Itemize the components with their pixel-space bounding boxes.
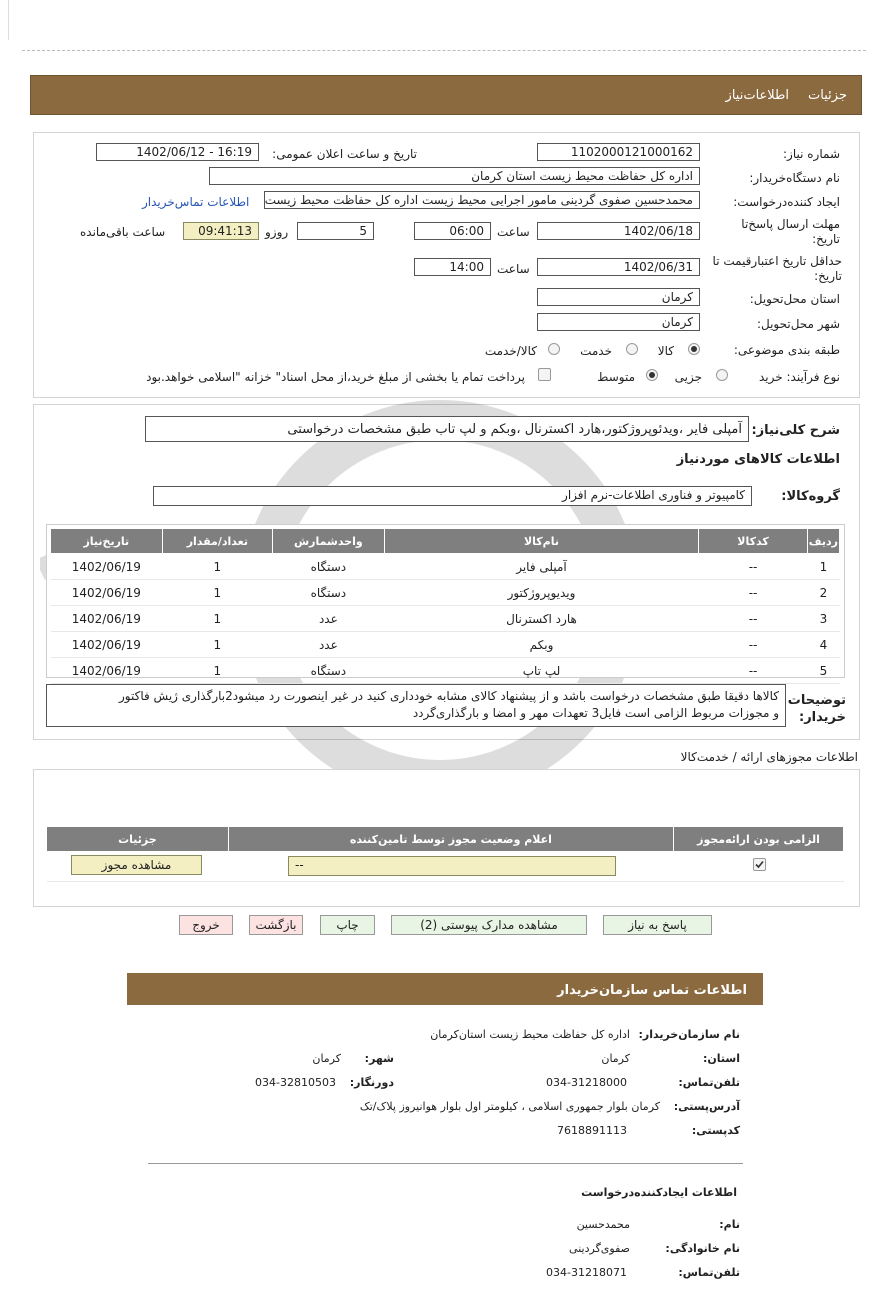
announce-label: تاریخ و ساعت اعلان عمومی: <box>272 147 417 161</box>
creator-family-value: صفوی‌گردینی <box>569 1242 630 1255</box>
price-date-field: 1402/06/31 <box>537 258 700 276</box>
need-number-field: 1102000121000162 <box>537 143 700 161</box>
cell-qty: 1 <box>162 632 272 658</box>
tab-details[interactable]: جزئیات <box>808 88 847 103</box>
cell-date: 1402/06/19 <box>51 632 163 658</box>
creator-name-label: نام: <box>719 1218 740 1231</box>
cell-name: لپ تاپ <box>384 658 699 684</box>
process-radio-minor[interactable] <box>716 369 728 381</box>
table-row <box>51 580 840 606</box>
page-header-bar <box>30 75 862 115</box>
view-permit-button[interactable]: مشاهده مجوز <box>71 855 202 875</box>
cell-name: ویدیوپروژکتور <box>384 580 699 606</box>
cell-unit: دستگاه <box>273 580 385 606</box>
creator-label: ایجاد کننده‌درخواست: <box>733 195 840 209</box>
process-radio-medium[interactable] <box>646 369 658 381</box>
cell-row: 3 <box>807 606 839 632</box>
need-number-label: شماره نیاز: <box>783 147 840 161</box>
category-radio-goods-service[interactable] <box>548 343 560 355</box>
back-button[interactable]: بازگشت <box>249 915 303 935</box>
cell-code: -- <box>699 606 807 632</box>
buyer-org-label: نام دستگاه‌خریدار: <box>749 171 840 185</box>
province-label: استان محل‌تحویل: <box>749 292 840 306</box>
cell-qty: 1 <box>162 606 272 632</box>
remaining-timer: 09:41:13 <box>183 222 259 240</box>
exit-button[interactable]: خروج <box>179 915 233 935</box>
cell-date: 1402/06/19 <box>51 580 163 606</box>
cell-unit: عدد <box>273 606 385 632</box>
cell-code: -- <box>699 658 807 684</box>
permit-status-field: -- <box>288 856 616 876</box>
creator-info-title: اطلاعات ایجاد‌کننده‌درخواست <box>581 1186 737 1199</box>
col-name: نام‌کالا <box>384 529 699 554</box>
permit-required-checkbox[interactable] <box>753 858 766 871</box>
table-row <box>51 658 840 684</box>
col-permit-required: الزامی بودن ارائه‌مجوز <box>674 827 844 852</box>
org-label: نام سازمان‌خریدار: <box>638 1028 740 1041</box>
category-radio-goods[interactable] <box>688 343 700 355</box>
province-contact-label: استان: <box>703 1052 740 1065</box>
process-option-minor: جزیی <box>674 370 702 384</box>
cell-date: 1402/06/19 <box>51 658 163 684</box>
goods-group-label: گروه‌کالا: <box>781 489 840 504</box>
process-label: نوع فرآیند: خرید <box>759 370 840 384</box>
category-label: طبقه بندی موضوعی: <box>733 343 840 357</box>
buyer-contact-link[interactable]: اطلاعات تماس‌خریدار <box>142 195 250 209</box>
buyer-notes-line-1: کالاها دقیقا طبق مشخصات درخواست باشد و از پیشنهاد کالای مشابه خودداری کنید در غیر اینصورت رد میشود2بارگذاری ژیش فاکتور <box>119 689 779 703</box>
cell-row: 2 <box>807 580 839 606</box>
cell-row: 1 <box>807 554 839 580</box>
category-option-service: خدمت <box>580 344 612 358</box>
table-row <box>51 554 840 580</box>
cell-name: هارد اکسترنال <box>384 606 699 632</box>
buyer-notes-box <box>46 684 786 727</box>
cell-name: آمپلی فایر <box>384 554 699 580</box>
cell-date: 1402/06/19 <box>51 606 163 632</box>
cell-qty: 1 <box>162 580 272 606</box>
cell-qty: 1 <box>162 554 272 580</box>
cell-row: 5 <box>807 658 839 684</box>
address-label: آدرس‌پستی: <box>673 1100 740 1113</box>
cell-name: وبکم <box>384 632 699 658</box>
cell-date: 1402/06/19 <box>51 554 163 580</box>
cell-unit: عدد <box>273 632 385 658</box>
buyer-org-field: اداره کل حفاظت محیط زیست استان کرمان <box>209 167 700 185</box>
col-permit-details: جزئیات <box>47 827 229 852</box>
reply-date-field: 1402/06/18 <box>537 222 700 240</box>
city-field: کرمان <box>537 313 700 331</box>
top-divider <box>22 50 866 51</box>
cell-row: 4 <box>807 632 839 658</box>
col-permit-status: اعلام وضعیت مجوز توسط تامین‌کننده <box>228 827 673 852</box>
days-field: 5 <box>297 222 374 240</box>
creator-field: محمدحسین صفوی گردینی مامور اجرایی محیط زیست اداره کل حفاظت محیط زیست <box>264 191 700 209</box>
col-code: کدکالا <box>699 529 807 554</box>
cell-code: -- <box>699 580 807 606</box>
checkmark-icon <box>754 859 765 870</box>
cell-code: -- <box>699 554 807 580</box>
goods-table <box>50 528 840 684</box>
city-label: شهر محل‌تحویل: <box>756 317 840 331</box>
reply-deadline-label: مهلت ارسال پاسخ‌تا تاریخ: <box>741 217 840 246</box>
cell-code: -- <box>699 632 807 658</box>
goods-group-field: کامپیوتر و فناوری اطلاعات-نرم افزار <box>153 486 752 506</box>
phone-value: 034-31218000 <box>546 1076 627 1089</box>
price-validity-label: حداقل تاریخ اعتبار‌قیمت تا تاریخ: <box>712 254 842 283</box>
fax-label: دورنگار: <box>349 1076 394 1089</box>
goods-info-title: اطلاعات کالاهای موردنیاز <box>676 452 840 467</box>
need-description-label: شرح کلی‌نیاز: <box>751 423 840 438</box>
fax-value: 034-32810503 <box>255 1076 336 1089</box>
category-option-goods: کالا <box>657 344 674 358</box>
creator-family-label: نام خانوادگی: <box>665 1242 740 1255</box>
days-label: روزو <box>265 225 289 239</box>
view-attachments-button[interactable]: مشاهده مدارک پیوستی (2) <box>391 915 587 935</box>
address-value: کرمان بلوار جمهوری اسلامی ، کیلومتر اول بلوار هوانیروز پلاک/تک <box>359 1100 660 1113</box>
org-value: اداره کل حفاظت محیط زیست استان‌کرمان <box>430 1028 630 1041</box>
category-radio-service[interactable] <box>626 343 638 355</box>
creator-phone-value: 034-31218071 <box>546 1266 627 1279</box>
reply-time-field: 06:00 <box>414 222 491 240</box>
cell-unit: دستگاه <box>273 554 385 580</box>
creator-phone-label: تلفن‌تماس: <box>678 1266 740 1279</box>
contact-divider <box>148 1163 743 1164</box>
price-time-label: ساعت <box>497 262 530 276</box>
postal-label: کد‌پستی: <box>691 1124 740 1137</box>
permits-title: اطلاعات مجوزهای ارائه / خدمت‌کالا <box>680 750 858 764</box>
buyer-contact-title: اطلاعات تماس سازمان‌خریدار <box>557 983 747 998</box>
city-contact-label: شهر: <box>364 1052 394 1065</box>
province-contact-value: کرمان <box>601 1052 630 1065</box>
table-row <box>51 632 840 658</box>
buyer-notes-label: توضیحات خریدار: <box>787 693 846 725</box>
category-option-goods-service: کالا/خدمت <box>484 344 537 358</box>
table-row <box>51 606 840 632</box>
col-row: ردیف <box>807 529 839 554</box>
col-date: تاریخ‌نیاز <box>51 529 163 554</box>
print-button[interactable]: چاپ <box>320 915 375 935</box>
col-qty: تعداد/مقدار <box>162 529 272 554</box>
city-contact-value: کرمان <box>312 1052 341 1065</box>
process-option-medium: متوسط <box>597 370 635 384</box>
province-field: کرمان <box>537 288 700 306</box>
reply-to-need-button[interactable]: پاسخ به نیاز <box>603 915 712 935</box>
col-unit: واحدشمارش <box>273 529 385 554</box>
announce-field: 1402/06/12 - 16:19 <box>96 143 259 161</box>
need-description-field: آمپلی فایر ،ویدئوپروژکتور،هارد اکسترنال ،وبکم و لپ تاب طبق مشخصات درخواستی <box>145 416 749 442</box>
price-time-field: 14:00 <box>414 258 491 276</box>
cell-qty: 1 <box>162 658 272 684</box>
cell-unit: دستگاه <box>273 658 385 684</box>
buyer-notes-line-2: و مجوزات مربوط الزامی است فایل3 تعهدات مهر و امضا و بارگذاری‌گردد <box>412 706 779 720</box>
page-edge-line <box>8 0 9 40</box>
treasury-payment-checkbox[interactable] <box>538 368 551 381</box>
remaining-label: ساعت باقی‌مانده <box>80 225 166 239</box>
postal-value: 7618891113 <box>557 1124 627 1137</box>
reply-time-label: ساعت <box>497 225 530 239</box>
treasury-payment-note: پرداخت تمام یا بخشی از مبلغ خرید،از محل اسناد" خزانه "اسلامی خواهد.بود <box>146 370 525 384</box>
buyer-contact-header <box>127 973 763 1005</box>
tab-need-info[interactable]: اطلاعات‌نیاز <box>725 88 789 103</box>
creator-name-value: محمدحسین <box>576 1218 630 1231</box>
phone-label: تلفن‌تماس: <box>678 1076 740 1089</box>
